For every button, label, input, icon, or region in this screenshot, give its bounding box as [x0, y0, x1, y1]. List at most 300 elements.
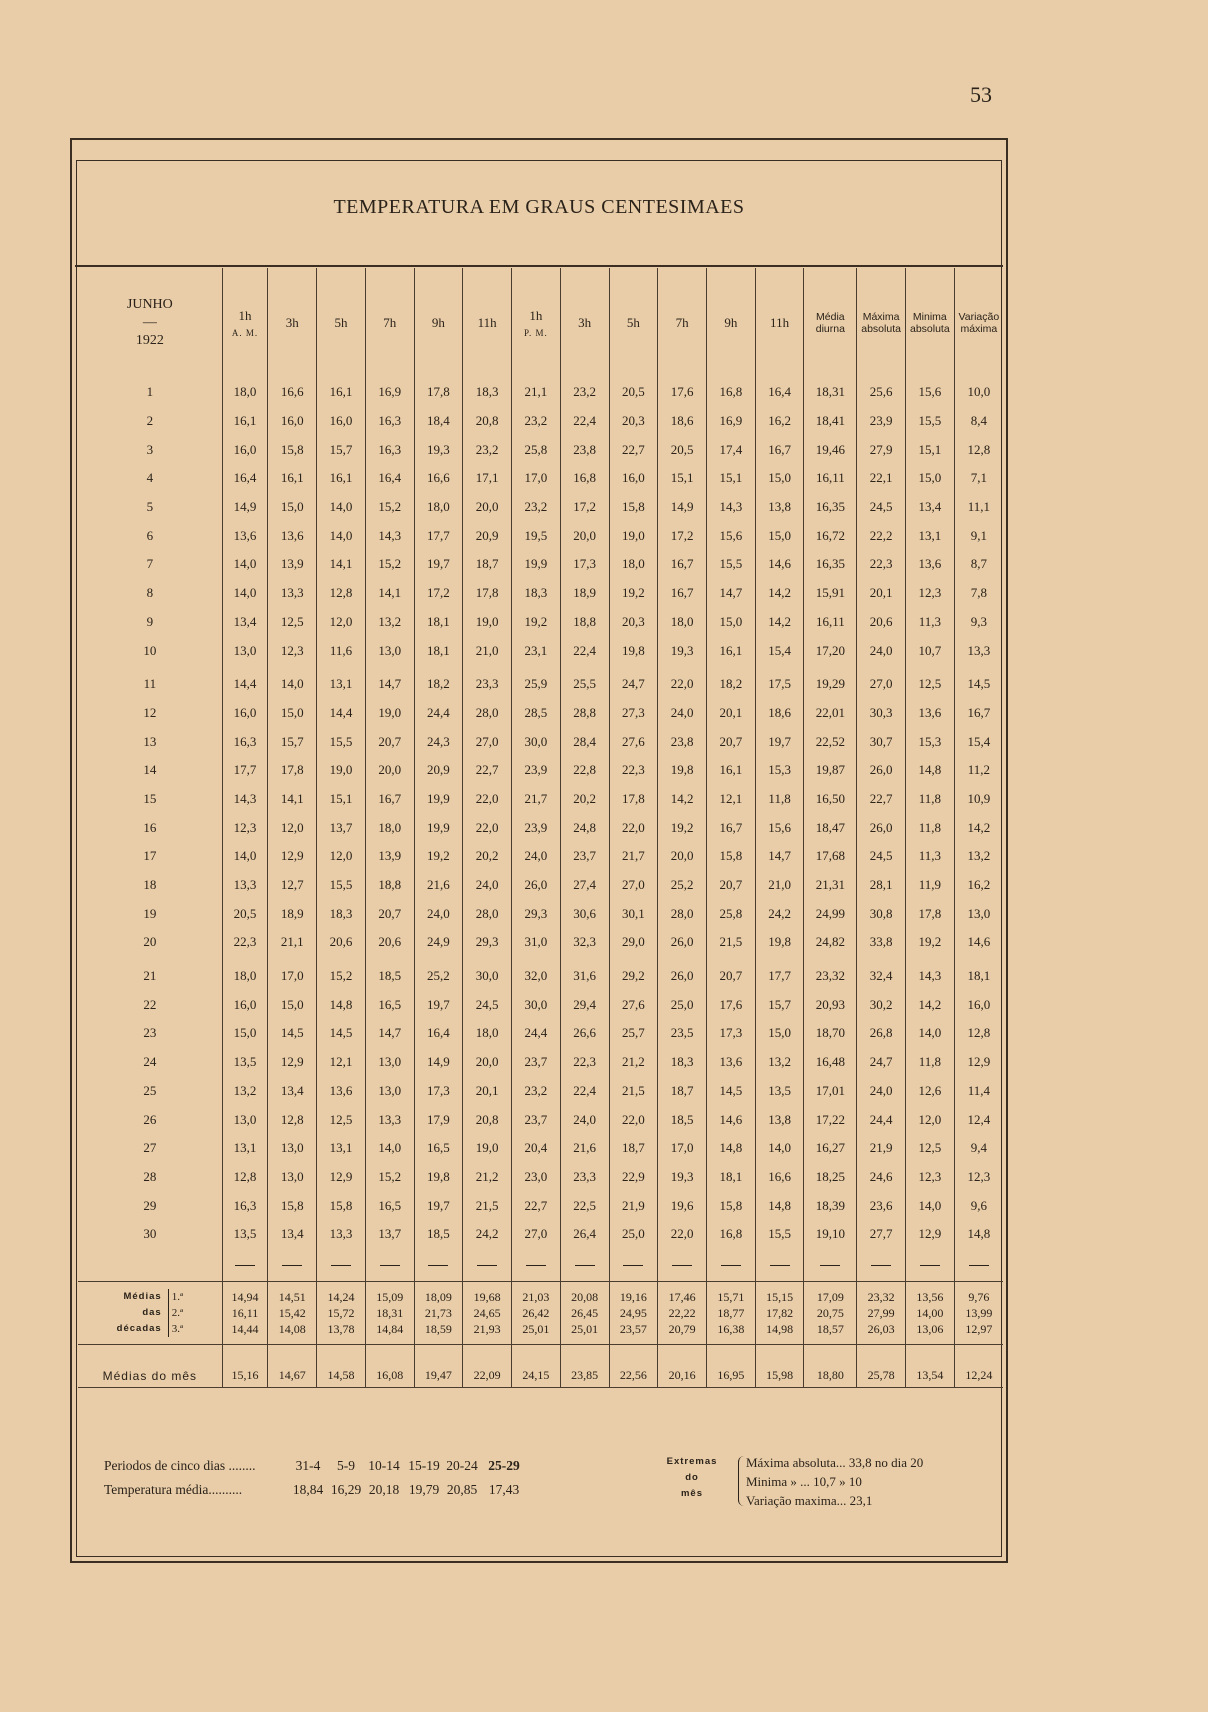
value-cell: 12,9 — [268, 842, 317, 871]
value-cell: 9,6 — [954, 1191, 1003, 1220]
value-cell: 12,3 — [268, 636, 317, 665]
value-cell: 13,4 — [268, 1220, 317, 1249]
value-cell: 11,8 — [905, 785, 954, 814]
decade-mean-value: 21,03 — [522, 1289, 550, 1304]
decade-mean-cell — [954, 1281, 1003, 1344]
value-cell: 15,8 — [268, 1191, 317, 1220]
value-cell: 14,2 — [658, 785, 707, 814]
value-cell: 12,5 — [268, 608, 317, 637]
value-cell: 15,5 — [905, 407, 954, 436]
value-cell: 21,1 — [512, 378, 561, 407]
year-label: 1922 — [135, 333, 164, 348]
table-row — [78, 928, 1003, 957]
value-cell: 9,3 — [954, 608, 1003, 637]
decade-mean-value: 20,75 — [816, 1305, 844, 1320]
dash-mark — [282, 1265, 302, 1266]
decade-mean-value: 19,68 — [473, 1289, 501, 1304]
period-temperature: 18,84 — [292, 1482, 324, 1497]
decade-mean-cell — [268, 1281, 317, 1344]
day-cell: 10 — [143, 642, 157, 658]
value-cell: 18,1 — [954, 962, 1003, 991]
table-row — [78, 1019, 1003, 1048]
value-cell: 17,2 — [560, 493, 609, 522]
decade-mean-cell — [658, 1281, 707, 1344]
value-cell: 23,0 — [512, 1163, 561, 1192]
value-cell: 23,2 — [512, 407, 561, 436]
value-cell: 19,0 — [463, 608, 512, 637]
value-cell: 19,10 — [804, 1220, 857, 1249]
decade-mean-value: 14,84 — [376, 1321, 404, 1336]
value-cell: 27,6 — [609, 990, 658, 1019]
value-cell: 14,0 — [905, 1191, 954, 1220]
hour-header: 9h — [414, 268, 463, 378]
value-cell: 24,7 — [857, 1048, 906, 1077]
value-cell: 10,0 — [954, 378, 1003, 407]
value-cell: 18,7 — [609, 1134, 658, 1163]
value-cell: 12,1 — [317, 1048, 366, 1077]
decade-mean-value: 13,06 — [916, 1321, 944, 1336]
value-cell: 15,0 — [755, 464, 804, 493]
value-cell: 15,91 — [804, 579, 857, 608]
hour-header: 5h — [609, 268, 658, 378]
value-cell: 27,0 — [512, 1220, 561, 1249]
table-row — [78, 670, 1003, 699]
value-cell: 23,3 — [463, 670, 512, 699]
dash-mark — [331, 1265, 351, 1266]
value-cell: 30,0 — [512, 990, 561, 1019]
value-cell: 13,0 — [365, 636, 414, 665]
value-cell: 16,8 — [560, 464, 609, 493]
decade-mean-value: 13,99 — [965, 1305, 993, 1320]
value-cell: 14,4 — [222, 670, 268, 699]
value-cell: 20,0 — [365, 756, 414, 785]
value-cell: 16,9 — [365, 378, 414, 407]
value-cell: 30,7 — [857, 727, 906, 756]
month-means-label: Médias do mês — [78, 1344, 222, 1387]
value-cell: 15,1 — [658, 464, 707, 493]
value-cell: 12,0 — [268, 813, 317, 842]
value-cell: 13,4 — [268, 1077, 317, 1106]
decade-mean-value: 26,03 — [867, 1321, 895, 1336]
value-cell: 15,4 — [954, 727, 1003, 756]
month-header — [78, 268, 222, 378]
value-cell: 13,5 — [755, 1077, 804, 1106]
dash-mark — [672, 1265, 692, 1266]
day-cell: 22 — [143, 996, 157, 1012]
value-cell: 28,1 — [857, 871, 906, 900]
decade-means-row — [78, 1281, 1003, 1344]
value-cell: 29,2 — [609, 962, 658, 991]
dash-cell — [609, 1249, 658, 1282]
value-cell: 32,0 — [512, 962, 561, 991]
decade-mean-cell — [560, 1281, 609, 1344]
month-mean-cell: 25,78 — [857, 1344, 906, 1387]
value-cell: 17,22 — [804, 1105, 857, 1134]
value-cell: 13,1 — [222, 1134, 268, 1163]
value-cell: 15,6 — [706, 521, 755, 550]
value-cell: 14,7 — [365, 670, 414, 699]
extremes-list — [746, 1453, 923, 1510]
hour-header: 3h — [268, 268, 317, 378]
value-cell: 23,2 — [512, 1077, 561, 1106]
value-cell: 10,9 — [954, 785, 1003, 814]
value-cell: 27,6 — [609, 727, 658, 756]
value-cell: 18,5 — [658, 1105, 707, 1134]
day-cell: 24 — [143, 1054, 157, 1070]
value-cell: 20,9 — [463, 521, 512, 550]
value-cell: 16,1 — [222, 407, 268, 436]
value-cell: 19,87 — [804, 756, 857, 785]
dash-cell — [512, 1249, 561, 1282]
value-cell: 21,6 — [560, 1134, 609, 1163]
title-divider — [75, 265, 1003, 267]
hour-header: 5h — [317, 268, 366, 378]
value-cell: 14,0 — [905, 1019, 954, 1048]
value-cell: 23,9 — [857, 407, 906, 436]
value-cell: 14,1 — [268, 785, 317, 814]
value-cell: 16,7 — [954, 699, 1003, 728]
value-cell: 16,1 — [317, 464, 366, 493]
value-cell: 25,6 — [857, 378, 906, 407]
value-cell: 17,9 — [414, 1105, 463, 1134]
value-cell: 17,1 — [463, 464, 512, 493]
value-cell: 12,8 — [954, 435, 1003, 464]
value-cell: 16,50 — [804, 785, 857, 814]
value-cell: 13,1 — [905, 521, 954, 550]
value-cell: 18,3 — [317, 899, 366, 928]
value-cell: 16,35 — [804, 493, 857, 522]
value-cell: 24,4 — [857, 1105, 906, 1134]
value-cell: 8,4 — [954, 407, 1003, 436]
decade-mean-value: 16,11 — [231, 1305, 259, 1320]
value-cell: 20,4 — [512, 1134, 561, 1163]
value-cell: 20,1 — [857, 579, 906, 608]
value-cell: 27,0 — [463, 727, 512, 756]
value-cell: 30,3 — [857, 699, 906, 728]
dash-cell — [755, 1249, 804, 1282]
value-cell: 28,0 — [463, 899, 512, 928]
value-cell: 28,0 — [463, 699, 512, 728]
value-cell: 22,0 — [609, 1105, 658, 1134]
value-cell: 18,6 — [658, 407, 707, 436]
dash-mark — [623, 1265, 643, 1266]
dash-mark — [380, 1265, 400, 1266]
value-cell: 25,5 — [560, 670, 609, 699]
decade-mean-value: 14,24 — [327, 1289, 355, 1304]
value-cell: 13,4 — [905, 493, 954, 522]
value-cell: 14,2 — [755, 608, 804, 637]
value-cell: 16,0 — [222, 435, 268, 464]
dash-mark — [477, 1265, 497, 1266]
value-cell: 14,0 — [755, 1134, 804, 1163]
value-cell: 17,68 — [804, 842, 857, 871]
value-cell: 21,2 — [609, 1048, 658, 1077]
value-cell: 20,5 — [609, 378, 658, 407]
day-cell: 13 — [143, 733, 157, 749]
value-cell: 18,8 — [560, 608, 609, 637]
value-cell: 22,7 — [463, 756, 512, 785]
value-cell: 22,01 — [804, 699, 857, 728]
value-cell: 29,3 — [512, 899, 561, 928]
extreme-min: Minima » ... 10,7 » 10 — [746, 1474, 862, 1489]
value-cell: 13,2 — [365, 608, 414, 637]
value-cell: 20,9 — [414, 756, 463, 785]
table-body — [78, 378, 1003, 1387]
value-cell: 24,99 — [804, 899, 857, 928]
table-row — [78, 464, 1003, 493]
value-cell: 13,6 — [905, 699, 954, 728]
value-cell: 18,0 — [222, 378, 268, 407]
value-cell: 14,5 — [268, 1019, 317, 1048]
value-cell: 13,3 — [222, 871, 268, 900]
value-cell: 24,0 — [512, 842, 561, 871]
value-cell: 12,8 — [317, 579, 366, 608]
value-cell: 20,7 — [706, 871, 755, 900]
value-cell: 16,3 — [365, 435, 414, 464]
table-row — [78, 1220, 1003, 1249]
value-cell: 16,8 — [706, 1220, 755, 1249]
value-cell: 19,9 — [414, 813, 463, 842]
value-cell: 17,01 — [804, 1077, 857, 1106]
table-row — [78, 407, 1003, 436]
value-cell: 14,6 — [755, 550, 804, 579]
value-cell: 15,8 — [706, 842, 755, 871]
maxima-absoluta-header: Máxima absoluta — [857, 268, 906, 378]
value-cell: 13,3 — [954, 636, 1003, 665]
month-mean-cell: 15,16 — [222, 1344, 268, 1387]
value-cell: 21,9 — [609, 1191, 658, 1220]
value-cell: 18,1 — [414, 608, 463, 637]
value-cell: 32,4 — [857, 962, 906, 991]
media-diurna-header: Média diurna — [804, 268, 857, 378]
day-cell: 15 — [143, 790, 157, 806]
decade-mean-value: 21,93 — [473, 1321, 501, 1336]
dash-cell — [365, 1249, 414, 1282]
value-cell: 13,1 — [317, 1134, 366, 1163]
value-cell: 19,8 — [609, 636, 658, 665]
value-cell: 12,5 — [905, 670, 954, 699]
value-cell: 23,2 — [512, 493, 561, 522]
value-cell: 16,11 — [804, 464, 857, 493]
decade-mean-cell — [706, 1281, 755, 1344]
value-cell: 13,0 — [222, 1105, 268, 1134]
value-cell: 24,5 — [857, 493, 906, 522]
value-cell: 22,3 — [609, 756, 658, 785]
value-cell: 12,4 — [954, 1105, 1003, 1134]
value-cell: 12,5 — [905, 1134, 954, 1163]
value-cell: 21,0 — [755, 871, 804, 900]
day-cell: 6 — [146, 527, 154, 543]
value-cell: 14,6 — [706, 1105, 755, 1134]
value-cell: 14,0 — [317, 493, 366, 522]
value-cell: 19,9 — [512, 550, 561, 579]
value-cell: 31,0 — [512, 928, 561, 957]
value-cell: 13,5 — [222, 1220, 268, 1249]
value-cell: 23,2 — [463, 435, 512, 464]
value-cell: 18,1 — [706, 1163, 755, 1192]
value-cell: 14,8 — [954, 1220, 1003, 1249]
dash-row — [78, 1249, 1003, 1282]
decade-mean-value: 14,51 — [278, 1289, 306, 1304]
value-cell: 13,2 — [954, 842, 1003, 871]
table-row — [78, 1077, 1003, 1106]
value-cell: 17,4 — [706, 435, 755, 464]
value-cell: 16,3 — [222, 727, 268, 756]
value-cell: 16,2 — [954, 871, 1003, 900]
value-cell: 13,0 — [365, 1077, 414, 1106]
month-dash: — — [142, 315, 157, 330]
table-row — [78, 1048, 1003, 1077]
value-cell: 23,7 — [512, 1048, 561, 1077]
decade-mean-value: 17,82 — [766, 1305, 794, 1320]
temperature-mean-label: Temperatura média.......... — [104, 1482, 243, 1497]
day-cell: 11 — [143, 676, 157, 692]
value-cell: 20,6 — [365, 928, 414, 957]
decade-mean-value: 12,97 — [965, 1321, 993, 1336]
value-cell: 21,9 — [857, 1134, 906, 1163]
value-cell: 24,0 — [414, 899, 463, 928]
value-cell: 14,3 — [706, 493, 755, 522]
month-mean-cell: 16,95 — [706, 1344, 755, 1387]
value-cell: 25,0 — [609, 1220, 658, 1249]
value-cell: 12,9 — [954, 1048, 1003, 1077]
value-cell: 24,4 — [512, 1019, 561, 1048]
value-cell: 26,0 — [857, 756, 906, 785]
hour-header: 11h — [463, 268, 512, 378]
value-cell: 16,4 — [755, 378, 804, 407]
value-cell: 13,6 — [222, 521, 268, 550]
value-cell: 12,1 — [706, 785, 755, 814]
value-cell: 7,1 — [954, 464, 1003, 493]
value-cell: 23,7 — [560, 842, 609, 871]
value-cell: 18,5 — [365, 962, 414, 991]
value-cell: 22,0 — [658, 670, 707, 699]
value-cell: 19,8 — [414, 1163, 463, 1192]
decade-mean-value: 18,57 — [816, 1321, 844, 1336]
value-cell: 13,6 — [317, 1077, 366, 1106]
day-cell: 30 — [143, 1226, 157, 1242]
value-cell: 14,3 — [905, 962, 954, 991]
hour-header: 7h — [658, 268, 707, 378]
table-row — [78, 990, 1003, 1019]
value-cell: 14,5 — [706, 1077, 755, 1106]
decade-mean-cell — [317, 1281, 366, 1344]
value-cell: 11,8 — [905, 1048, 954, 1077]
value-cell: 14,1 — [365, 579, 414, 608]
value-cell: 16,1 — [268, 464, 317, 493]
value-cell: 14,8 — [706, 1134, 755, 1163]
month-mean-cell: 15,98 — [755, 1344, 804, 1387]
table-row — [78, 813, 1003, 842]
value-cell: 19,0 — [365, 699, 414, 728]
value-cell: 30,6 — [560, 899, 609, 928]
table-row — [78, 699, 1003, 728]
day-cell: 7 — [146, 556, 154, 572]
value-cell: 20,1 — [706, 699, 755, 728]
value-cell: 29,0 — [609, 928, 658, 957]
value-cell: 19,2 — [609, 579, 658, 608]
value-cell: 22,3 — [222, 928, 268, 957]
day-cell: 29 — [143, 1197, 157, 1213]
day-cell: 14 — [143, 762, 157, 778]
value-cell: 16,72 — [804, 521, 857, 550]
value-cell: 14,7 — [755, 842, 804, 871]
value-cell: 13,0 — [268, 1134, 317, 1163]
value-cell: 20,3 — [609, 407, 658, 436]
month-mean-cell: 22,09 — [463, 1344, 512, 1387]
value-cell: 20,7 — [365, 727, 414, 756]
value-cell: 20,8 — [463, 407, 512, 436]
value-cell: 28,4 — [560, 727, 609, 756]
value-cell: 23,9 — [512, 813, 561, 842]
value-cell: 26,4 — [560, 1220, 609, 1249]
value-cell: 15,2 — [317, 962, 366, 991]
value-cell: 18,0 — [414, 493, 463, 522]
value-cell: 14,0 — [365, 1134, 414, 1163]
value-cell: 21,7 — [609, 842, 658, 871]
value-cell: 17,8 — [414, 378, 463, 407]
value-cell: 24,0 — [857, 636, 906, 665]
decade-mean-value: 14,08 — [278, 1321, 306, 1336]
value-cell: 14,9 — [658, 493, 707, 522]
value-cell: 18,41 — [804, 407, 857, 436]
period-range: 20-24 — [446, 1458, 478, 1473]
value-cell: 14,1 — [317, 550, 366, 579]
value-cell: 15,5 — [317, 871, 366, 900]
extreme-max: Máxima absoluta... 33,8 no dia 20 — [746, 1455, 924, 1470]
table-row — [78, 727, 1003, 756]
decade-mean-value: 20,08 — [571, 1289, 599, 1304]
value-cell: 23,8 — [658, 727, 707, 756]
value-cell: 27,3 — [609, 699, 658, 728]
decade-mean-value: 26,42 — [522, 1305, 550, 1320]
month-mean-cell: 20,16 — [658, 1344, 707, 1387]
value-cell: 12,7 — [268, 871, 317, 900]
value-cell: 14,2 — [954, 813, 1003, 842]
value-cell: 13,6 — [706, 1048, 755, 1077]
decade-mean-value: 15,42 — [278, 1305, 306, 1320]
value-cell: 24,3 — [414, 727, 463, 756]
value-cell: 15,7 — [268, 727, 317, 756]
value-cell: 31,6 — [560, 962, 609, 991]
dash-cell — [414, 1249, 463, 1282]
value-cell: 15,4 — [755, 636, 804, 665]
value-cell: 22,4 — [560, 636, 609, 665]
value-cell: 16,7 — [755, 435, 804, 464]
table-row — [78, 899, 1003, 928]
value-cell: 18,0 — [365, 813, 414, 842]
value-cell: 17,3 — [414, 1077, 463, 1106]
value-cell: 12,9 — [268, 1048, 317, 1077]
value-cell: 18,9 — [560, 579, 609, 608]
value-cell: 21,5 — [609, 1077, 658, 1106]
decade-mean-value: 20,79 — [668, 1321, 696, 1336]
day-cell: 18 — [143, 877, 157, 893]
value-cell: 12,8 — [268, 1105, 317, 1134]
value-cell: 19,2 — [512, 608, 561, 637]
periods-label: Periodos de cinco dias ........ — [104, 1458, 256, 1473]
decade-mean-cell — [804, 1281, 857, 1344]
value-cell: 18,70 — [804, 1019, 857, 1048]
dash-mark — [969, 1265, 989, 1266]
value-cell: 15,1 — [317, 785, 366, 814]
value-cell: 13,0 — [365, 1048, 414, 1077]
decade-mean-value: 18,59 — [424, 1321, 452, 1336]
value-cell: 16,5 — [414, 1134, 463, 1163]
period-temperature: 20,85 — [446, 1482, 478, 1497]
value-cell: 23,2 — [560, 378, 609, 407]
value-cell: 11,1 — [954, 493, 1003, 522]
